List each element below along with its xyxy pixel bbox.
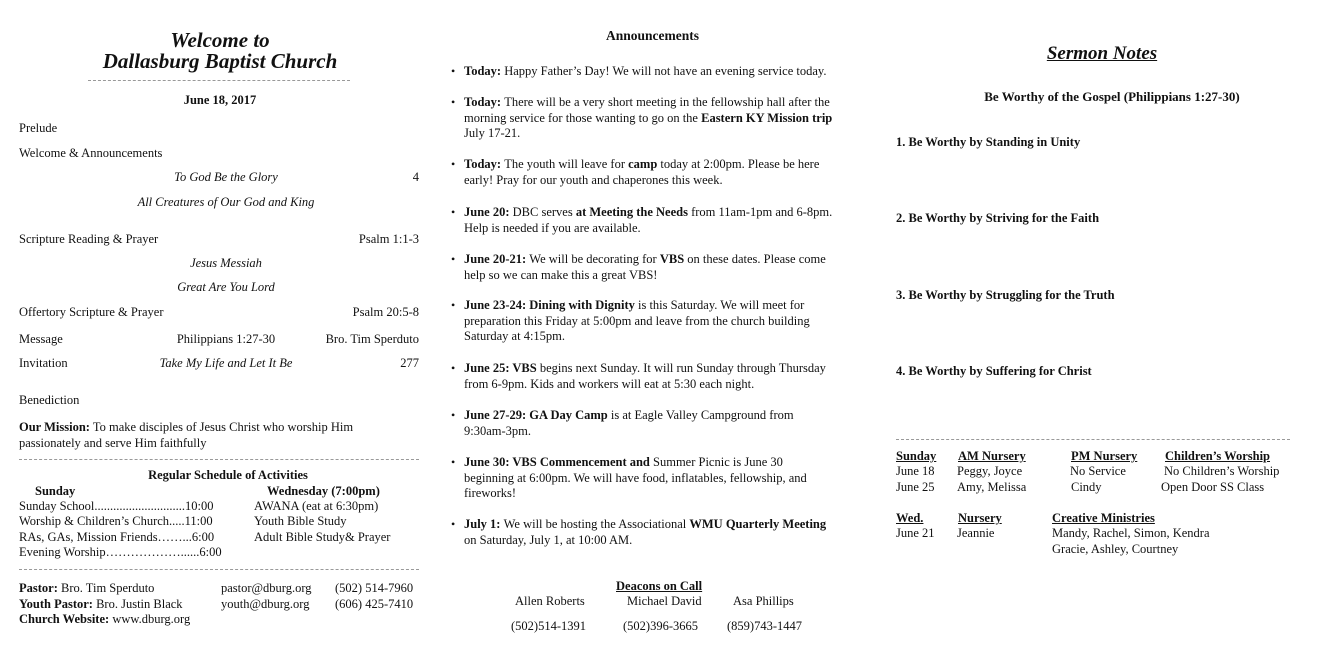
deacons-title: Deacons on Call	[616, 579, 703, 593]
bulletin-panel	[0, 0, 440, 662]
table-cell: Open Door SS Class	[1161, 480, 1265, 494]
announcement-line	[464, 268, 864, 284]
wednesday-item: AWANA (eat at 6:30pm)	[254, 499, 379, 513]
announcement-line	[464, 95, 864, 111]
announcement-text: morning service for those wanting to go on the	[464, 110, 702, 125]
youth-pastor-contact	[19, 597, 183, 612]
role-label: Pastor:	[19, 581, 58, 595]
sunday-item: RAs, GAs, Mission Friends……...6:00	[19, 530, 215, 544]
announcement-item	[451, 455, 864, 502]
announcement-line	[464, 408, 864, 424]
wed-header-nursery: Nursery	[958, 511, 1002, 525]
announcement-line	[464, 471, 864, 487]
order-item-label: Invitation	[19, 356, 68, 370]
order-item-ref: Psalm 1:1-3	[358, 232, 419, 246]
bullet-icon: •	[451, 455, 456, 469]
announcement-text: beginning at 6:00pm. We will have food, inflatables, fellowship, and	[464, 470, 807, 485]
announcement-emphasis: Eastern KY Mission trip	[701, 110, 833, 125]
bullet-icon: •	[451, 95, 456, 109]
deacon-phone: (502)396-3665	[623, 619, 698, 633]
wed-header-date: Wed.	[896, 511, 924, 525]
announcement-text: from 6-9pm. Kids and workers will eat at 5:30 each night.	[464, 376, 755, 391]
announcement-text: fireworks!	[464, 486, 517, 500]
nursery-header-sunday: Sunday	[896, 449, 937, 463]
announcement-emphasis: June 27-29: GA Day Camp	[464, 408, 608, 422]
pastor-email[interactable]: pastor@dburg.org	[221, 581, 312, 595]
table-cell: Gracie, Ashley, Courtney	[1052, 542, 1179, 556]
sermon-notes-panel	[880, 0, 1318, 662]
table-cell: Peggy, Joyce	[957, 464, 1023, 478]
order-item-ref: Bro. Tim Sperduto	[325, 332, 419, 346]
announcement-item	[451, 205, 864, 236]
wednesday-header: Wednesday (7:00pm)	[267, 484, 380, 498]
divider	[88, 80, 350, 81]
order-item-ref: Psalm 20:5-8	[352, 305, 419, 319]
announcement-text: Help is needed if you are available.	[464, 220, 641, 235]
announcement-text: is at Eagle Valley Campground from	[607, 408, 794, 422]
announcement-line	[464, 173, 864, 189]
nursery-header-pm: PM Nursery	[1071, 449, 1138, 463]
bullet-icon: •	[451, 517, 456, 531]
announcement-text: July 17-21.	[464, 126, 521, 140]
mission-text-1: To make disciples of Jesus Christ who worship Him	[92, 420, 354, 434]
deacon-name: Michael David	[627, 594, 702, 608]
website-line	[19, 612, 190, 627]
announcement-text: 9:30am-3pm.	[464, 423, 532, 438]
role-label: Youth Pastor:	[19, 597, 93, 611]
table-cell: June 25	[896, 480, 935, 494]
table-cell: June 18	[896, 464, 935, 478]
order-item-label: Message	[19, 332, 63, 346]
announcement-text: We will be hosting the Associational	[503, 517, 690, 531]
website-link[interactable]: www.dburg.org	[112, 612, 191, 626]
order-item-title: Jesus Messiah	[190, 256, 262, 270]
announcement-line	[464, 455, 864, 471]
announcement-text: Saturday at 4:15pm.	[464, 329, 566, 343]
announcement-text: early! Pray for our youth and chaperones this week.	[464, 172, 723, 187]
bullet-icon: •	[451, 252, 456, 266]
order-item-title: Great Are You Lord	[177, 280, 275, 294]
announcement-item	[451, 408, 864, 439]
table-cell: Cindy	[1071, 480, 1102, 494]
wed-header-creative: Creative Ministries	[1052, 511, 1155, 525]
announcement-text: preparation this Friday at 5:00pm and leave from the church building	[464, 313, 810, 328]
mission-text-2: passionately and serve Him faithfully	[19, 436, 207, 450]
announcement-text: on Saturday, July 1, at 10:00 AM.	[464, 532, 633, 547]
announcements-panel	[440, 0, 880, 662]
announcement-text: Happy Father’s Day! We will not have an evening service today.	[504, 64, 827, 78]
announcement-line	[464, 329, 864, 345]
divider	[19, 459, 419, 460]
order-item-label: Benediction	[19, 393, 80, 407]
order-item-title: Take My Life and Let It Be	[159, 356, 293, 370]
announcement-emphasis: camp	[628, 157, 658, 171]
sunday-header: Sunday	[35, 484, 76, 498]
announcements-title: Announcements	[605, 28, 699, 43]
order-item-title: Philippians 1:27-30	[176, 332, 276, 346]
mission-label: Our Mission:	[19, 420, 90, 434]
divider	[896, 439, 1290, 440]
order-item-title: All Creatures of Our God and King	[137, 195, 315, 209]
table-cell: No Children’s Worship	[1164, 464, 1280, 478]
announcement-text: today at 2:00pm. Please be here	[657, 157, 820, 171]
announcement-text: Summer Picnic is June 30	[649, 455, 783, 469]
announcement-item	[451, 95, 864, 142]
deacon-phone: (502)514-1391	[511, 619, 586, 633]
table-cell: No Service	[1070, 464, 1126, 478]
order-item-ref: 277	[400, 356, 419, 370]
deacon-phone: (859)743-1447	[727, 619, 802, 633]
deacon-name: Allen Roberts	[515, 594, 585, 608]
sermon-subtitle: Be Worthy of the Gospel (Philippians 1:27-30)	[984, 89, 1240, 104]
deacon-name: Asa Phillips	[733, 594, 794, 608]
announcement-emphasis: July 1:	[464, 517, 504, 531]
announcement-text: from 11am-1pm and 6-8pm.	[687, 205, 833, 219]
announcement-emphasis: Today:	[464, 157, 505, 171]
announcement-item	[451, 157, 864, 188]
announcement-emphasis: Today:	[464, 64, 505, 78]
pastor-phone: (502) 514-7960	[335, 581, 414, 595]
nursery-header-childrens: Children’s Worship	[1165, 449, 1271, 463]
announcement-item	[451, 361, 864, 392]
wednesday-item: Adult Bible Study& Prayer	[254, 530, 391, 544]
announcement-line	[464, 377, 864, 393]
sunday-item: Evening Worship………………......6:00	[19, 545, 222, 559]
sermon-point: 1. Be Worthy by Standing in Unity	[896, 135, 1081, 149]
contact-name: Bro. Tim Sperduto	[61, 581, 155, 595]
announcement-emphasis: WMU Quarterly Meeting	[689, 517, 827, 531]
sermon-point: 4. Be Worthy by Suffering for Christ	[896, 364, 1092, 378]
sermon-point: 3. Be Worthy by Struggling for the Truth	[896, 288, 1115, 302]
announcement-emphasis: June 20-21:	[464, 252, 530, 266]
announcement-line	[464, 517, 864, 533]
announcement-emphasis: June 30: VBS Commencement and	[464, 455, 650, 469]
announcement-line	[464, 424, 864, 440]
sermon-point: 2. Be Worthy by Striving for the Faith	[896, 211, 1100, 225]
table-cell: Amy, Melissa	[957, 480, 1027, 494]
order-item-label: Welcome & Announcements	[19, 146, 163, 160]
announcement-text: We will be decorating for	[529, 252, 660, 266]
table-cell: Mandy, Rachel, Simon, Kendra	[1052, 526, 1210, 540]
bullet-icon: •	[451, 64, 456, 78]
announcement-line	[464, 205, 864, 221]
announcement-emphasis: June 25: VBS	[464, 361, 537, 375]
order-item-title: To God Be the Glory	[174, 170, 278, 184]
announcement-line	[464, 533, 864, 549]
wednesday-item: Youth Bible Study	[254, 514, 347, 528]
announcement-item	[451, 298, 864, 345]
schedule-title: Regular Schedule of Activities	[148, 468, 308, 482]
announcement-line	[464, 298, 864, 314]
church-name: Dallasburg Baptist Church	[102, 49, 338, 73]
announcement-item	[451, 64, 864, 80]
announcement-emphasis: at Meeting the Needs	[575, 205, 688, 219]
announcement-emphasis: Today:	[464, 95, 505, 109]
divider	[19, 569, 419, 570]
announcement-emphasis: June 20:	[464, 205, 513, 219]
order-item-ref: 4	[412, 170, 419, 184]
bullet-icon: •	[451, 157, 456, 171]
announcement-line	[464, 314, 864, 330]
announcement-text: is this Saturday. We will meet for	[634, 298, 805, 312]
welcome-line-1: Welcome to	[170, 28, 270, 52]
announcement-line	[464, 486, 864, 502]
announcement-text: help so we can make this a great VBS!	[464, 267, 658, 282]
announcement-text: on these dates. Please come	[684, 252, 826, 266]
announcement-line	[464, 157, 864, 173]
order-item-label: Scripture Reading & Prayer	[19, 232, 159, 246]
announcement-line	[464, 126, 864, 142]
youth-email[interactable]: youth@dburg.org	[221, 597, 310, 611]
announcement-line	[464, 221, 864, 237]
announcement-line	[464, 361, 864, 377]
announcement-emphasis: June 23-24: Dining with Dignity	[464, 298, 635, 312]
bullet-icon: •	[451, 408, 456, 422]
sunday-item: Worship & Children’s Church.....11:00	[19, 514, 213, 528]
announcement-text: begins next Sunday. It will run Sunday through Thursday	[536, 361, 826, 375]
website-label: Church Website:	[19, 612, 110, 626]
bullet-icon: •	[451, 361, 456, 375]
nursery-header-am: AM Nursery	[958, 449, 1026, 463]
announcement-text: There will be a very short meeting in the fellowship hall after the	[504, 95, 830, 109]
sermon-notes-title: Sermon Notes	[1046, 43, 1158, 64]
announcement-text: The youth will leave for	[504, 157, 629, 171]
order-item-label: Offertory Scripture & Prayer	[19, 305, 164, 319]
table-cell: June 21	[896, 526, 935, 540]
announcement-line	[464, 64, 864, 80]
order-item-label: Prelude	[19, 121, 58, 135]
contact-name: Bro. Justin Black	[96, 597, 183, 611]
announcement-item	[451, 252, 864, 283]
bullet-icon: •	[451, 205, 456, 219]
announcement-emphasis: VBS	[659, 252, 685, 266]
table-cell: Jeannie	[957, 526, 995, 540]
service-date: June 18, 2017	[183, 93, 257, 107]
announcement-item	[451, 517, 864, 548]
sunday-item: Sunday School.............................10:00	[19, 499, 214, 513]
bullet-icon: •	[451, 298, 456, 312]
pastor-contact	[19, 581, 154, 596]
announcement-line	[464, 111, 864, 127]
announcement-text: DBC serves	[512, 205, 576, 219]
youth-phone: (606) 425-7410	[335, 597, 414, 611]
announcement-line	[464, 252, 864, 268]
mission-statement	[19, 420, 353, 435]
